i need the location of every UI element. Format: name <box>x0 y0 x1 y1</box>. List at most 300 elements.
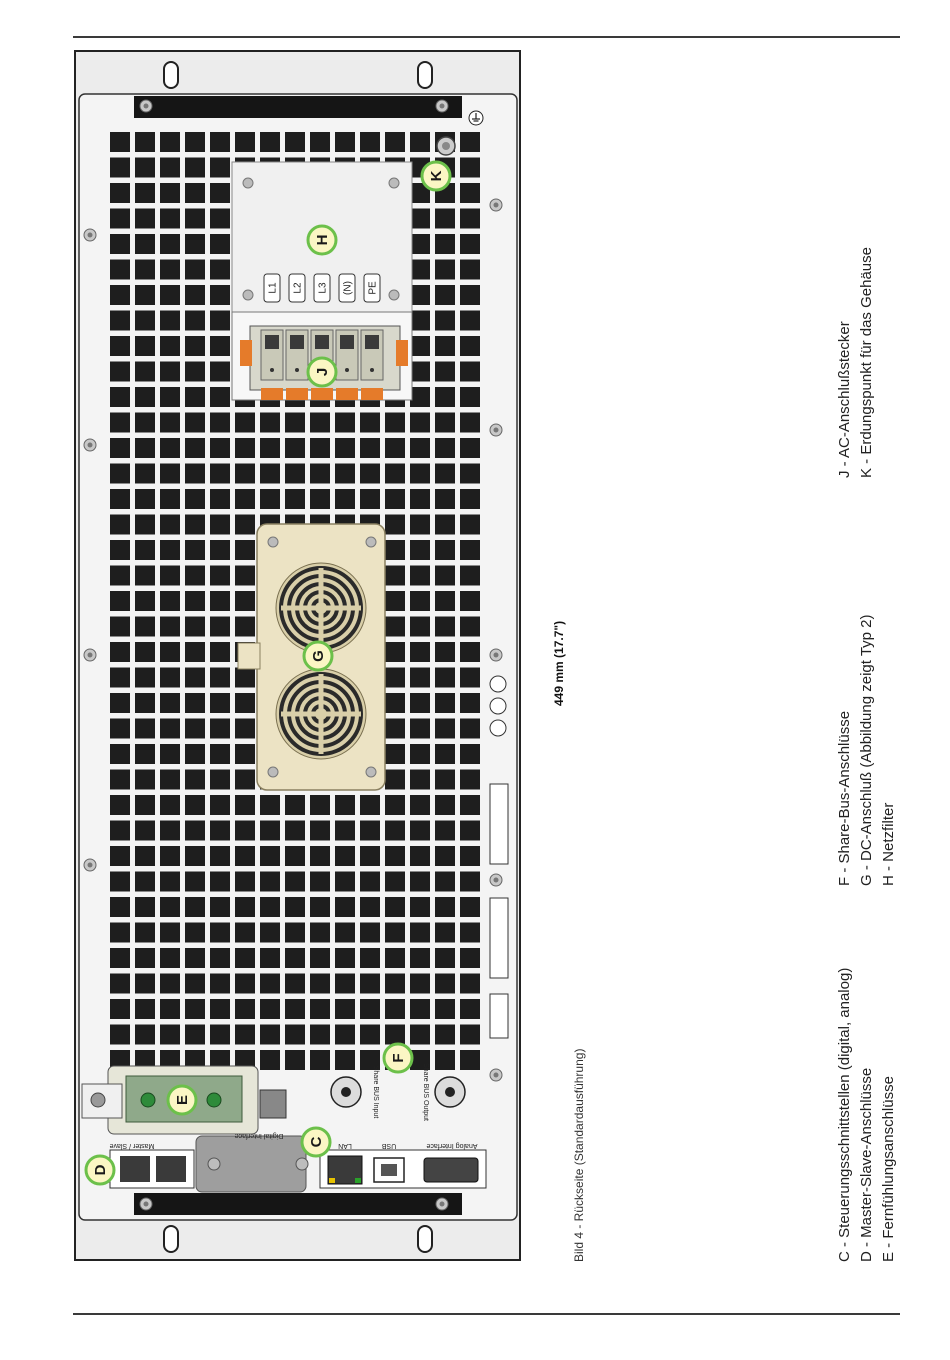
vent-hole <box>360 821 380 841</box>
slot-cover <box>490 784 508 864</box>
vent-hole <box>235 693 255 713</box>
vent-hole <box>160 999 180 1019</box>
ac-pin-dot <box>370 368 374 372</box>
ac-pin-screw <box>365 335 379 349</box>
vent-hole <box>410 285 430 305</box>
vent-hole <box>310 999 330 1019</box>
vent-hole <box>435 260 455 280</box>
vent-hole <box>410 617 430 637</box>
legend-item-k: K - Erdungspunkt für das Gehäuse <box>858 247 875 478</box>
vent-hole <box>210 923 230 943</box>
vent-hole <box>210 744 230 764</box>
vent-hole <box>335 846 355 866</box>
vent-hole <box>410 234 430 254</box>
vent-hole <box>235 668 255 688</box>
ac-pin-dot <box>295 368 299 372</box>
label-lan: LAN <box>338 1142 352 1149</box>
vent-hole <box>435 285 455 305</box>
screw-center <box>440 104 445 109</box>
vent-hole <box>110 515 130 535</box>
ac-pin-screw <box>265 335 279 349</box>
vent-hole <box>110 617 130 637</box>
vent-hole <box>460 897 480 917</box>
vent-hole <box>360 923 380 943</box>
dimension-label: 449 mm (17.7") <box>552 620 566 706</box>
legend-item-g: G - DC-Anschluß (Abbildung zeigt Typ 2) <box>858 614 875 886</box>
vent-hole <box>185 515 205 535</box>
vent-hole <box>410 642 430 662</box>
vent-hole <box>410 693 430 713</box>
vent-hole <box>160 872 180 892</box>
vent-hole <box>435 617 455 637</box>
vent-hole <box>185 897 205 917</box>
vent-hole <box>460 872 480 892</box>
vent-hole <box>335 464 355 484</box>
vent-hole <box>460 413 480 433</box>
dc-plate-screw <box>366 537 376 547</box>
vent-hole <box>335 923 355 943</box>
vent-hole <box>310 897 330 917</box>
label-usb: USB <box>381 1142 397 1149</box>
vent-hole <box>460 234 480 254</box>
vent-hole <box>185 795 205 815</box>
vent-hole <box>360 795 380 815</box>
vent-hole <box>135 209 155 229</box>
vent-hole <box>410 846 430 866</box>
vent-hole <box>435 795 455 815</box>
vent-hole <box>185 668 205 688</box>
vent-hole <box>110 744 130 764</box>
vent-hole <box>110 387 130 407</box>
ac-pin-lever <box>311 388 333 400</box>
vent-hole <box>135 821 155 841</box>
vent-hole <box>185 923 205 943</box>
vent-hole <box>435 1025 455 1045</box>
vent-hole <box>260 999 280 1019</box>
vent-hole <box>235 413 255 433</box>
vent-hole <box>435 948 455 968</box>
vent-hole <box>435 821 455 841</box>
terminal-label: PE <box>367 281 379 295</box>
vent-hole <box>360 846 380 866</box>
vent-hole <box>110 311 130 331</box>
legend-item-f: F - Share-Bus-Anschlüsse <box>836 710 853 886</box>
vent-hole <box>460 591 480 611</box>
sense-clamp <box>260 1090 286 1118</box>
vent-hole <box>110 923 130 943</box>
callout-letter-j: J <box>314 367 331 377</box>
callout-letter-c: C <box>308 1136 325 1148</box>
vent-hole <box>160 566 180 586</box>
legend-item-h: H - Netzfilter <box>880 802 897 886</box>
callout-letter-h: H <box>314 234 331 246</box>
vent-hole <box>135 540 155 560</box>
vent-hole <box>310 795 330 815</box>
vent-hole <box>185 336 205 356</box>
vent-hole <box>460 540 480 560</box>
vent-hole <box>210 260 230 280</box>
slot-screw <box>296 1158 308 1170</box>
vent-hole <box>435 209 455 229</box>
vent-hole <box>110 846 130 866</box>
vent-hole <box>410 591 430 611</box>
vent-hole <box>110 1025 130 1045</box>
vent-hole <box>260 464 280 484</box>
vent-hole <box>260 897 280 917</box>
vent-hole <box>260 948 280 968</box>
vent-hole <box>110 693 130 713</box>
vent-hole <box>185 311 205 331</box>
vent-hole <box>185 183 205 203</box>
vent-hole <box>410 464 430 484</box>
legend-column-1 <box>834 968 900 1262</box>
vent-hole <box>335 795 355 815</box>
vent-hole <box>310 821 330 841</box>
vent-hole <box>135 260 155 280</box>
vent-hole <box>360 1025 380 1045</box>
vent-hole <box>410 336 430 356</box>
handle-bar-bottom <box>134 1193 462 1215</box>
vent-hole <box>335 1025 355 1045</box>
vent-hole <box>135 846 155 866</box>
legend-item-j: J - AC-Anschlußstecker <box>836 321 853 478</box>
vent-hole <box>385 591 405 611</box>
vent-hole <box>385 974 405 994</box>
vent-hole <box>210 234 230 254</box>
vent-hole <box>260 132 280 152</box>
vent-hole <box>435 387 455 407</box>
vent-hole <box>210 540 230 560</box>
vent-hole <box>460 464 480 484</box>
vent-hole <box>235 795 255 815</box>
vent-hole <box>160 387 180 407</box>
vent-hole <box>110 591 130 611</box>
vent-hole <box>185 464 205 484</box>
vent-hole <box>460 362 480 382</box>
vent-hole <box>435 336 455 356</box>
vent-hole <box>410 795 430 815</box>
vent-hole <box>385 438 405 458</box>
callout-letter-e: E <box>174 1094 191 1106</box>
vent-hole <box>110 132 130 152</box>
vent-hole <box>385 413 405 433</box>
vent-hole <box>185 770 205 790</box>
vent-hole <box>160 209 180 229</box>
vent-hole <box>110 285 130 305</box>
label-share-bus-output: Share BUS Output <box>422 1063 429 1121</box>
bottom-rule <box>73 1313 900 1315</box>
vent-hole <box>235 1025 255 1045</box>
vent-hole <box>385 846 405 866</box>
screw-center <box>88 443 93 448</box>
vent-hole <box>285 821 305 841</box>
round-port <box>490 720 506 736</box>
vent-hole <box>185 413 205 433</box>
vent-hole <box>160 668 180 688</box>
vent-hole <box>185 285 205 305</box>
vent-hole <box>210 464 230 484</box>
terminal-label: L2 <box>292 282 304 294</box>
ac-lever-left <box>240 340 252 366</box>
vent-hole <box>160 336 180 356</box>
vent-hole <box>135 642 155 662</box>
vent-hole <box>310 438 330 458</box>
vent-hole <box>135 897 155 917</box>
vent-hole <box>460 336 480 356</box>
ac-pin-screw <box>315 335 329 349</box>
vent-hole <box>460 923 480 943</box>
vent-hole <box>360 897 380 917</box>
legend-item-c: C - Steuerungsschnittstellen (digital, analog) <box>836 967 853 1262</box>
vent-hole <box>385 540 405 560</box>
vent-hole <box>235 132 255 152</box>
screw-center <box>440 1202 445 1207</box>
vent-hole <box>110 795 130 815</box>
vent-hole <box>110 362 130 382</box>
dc-plate-tab <box>238 643 260 669</box>
vent-hole <box>285 999 305 1019</box>
vent-hole <box>435 642 455 662</box>
vent-hole <box>410 668 430 688</box>
rack-slot <box>164 1226 178 1252</box>
vent-hole <box>385 489 405 509</box>
callout-letter-k: K <box>428 170 445 182</box>
vent-hole <box>310 413 330 433</box>
vent-hole <box>460 132 480 152</box>
screw-center <box>494 1073 499 1078</box>
vent-hole <box>110 413 130 433</box>
ac-pin-screw <box>290 335 304 349</box>
vent-hole <box>410 1025 430 1045</box>
vent-hole <box>185 540 205 560</box>
vent-hole <box>410 209 430 229</box>
vent-hole <box>435 540 455 560</box>
vent-hole <box>110 948 130 968</box>
legend-item-d: D - Master-Slave-Anschlüsse <box>858 1067 875 1262</box>
slot-cover <box>490 994 508 1038</box>
usb-port-core <box>381 1164 397 1176</box>
rack-slot <box>164 62 178 88</box>
vent-hole <box>110 974 130 994</box>
vent-hole <box>185 872 205 892</box>
vent-hole <box>285 464 305 484</box>
vent-hole <box>435 897 455 917</box>
vent-hole <box>135 668 155 688</box>
vent-hole <box>285 489 305 509</box>
vent-hole <box>410 260 430 280</box>
vent-hole <box>135 923 155 943</box>
vent-hole <box>160 413 180 433</box>
vent-hole <box>460 158 480 178</box>
vent-hole <box>385 948 405 968</box>
vent-hole <box>210 795 230 815</box>
round-port <box>490 676 506 692</box>
vent-hole <box>235 923 255 943</box>
vent-hole <box>110 897 130 917</box>
vent-hole <box>160 311 180 331</box>
vent-hole <box>110 336 130 356</box>
vent-hole <box>385 923 405 943</box>
vent-hole <box>110 668 130 688</box>
vent-hole <box>410 362 430 382</box>
vent-hole <box>260 923 280 943</box>
vent-hole <box>310 1025 330 1045</box>
vent-hole <box>260 846 280 866</box>
vent-hole <box>435 923 455 943</box>
vent-hole <box>135 719 155 739</box>
vent-hole <box>410 566 430 586</box>
vent-hole <box>435 515 455 535</box>
vent-hole <box>360 948 380 968</box>
vent-hole <box>185 132 205 152</box>
vent-hole <box>185 260 205 280</box>
dc-plate-screw <box>366 767 376 777</box>
vent-hole <box>110 642 130 662</box>
vent-hole <box>260 872 280 892</box>
vent-hole <box>435 719 455 739</box>
sense-terminal <box>207 1093 221 1107</box>
vent-hole <box>235 464 255 484</box>
vent-hole <box>210 974 230 994</box>
vent-hole <box>110 438 130 458</box>
vent-hole <box>435 744 455 764</box>
rj45-port <box>156 1156 186 1182</box>
vent-hole <box>160 719 180 739</box>
vent-hole <box>160 234 180 254</box>
vent-hole <box>110 540 130 560</box>
vent-hole <box>410 770 430 790</box>
vent-hole <box>310 872 330 892</box>
vent-hole <box>160 132 180 152</box>
screw-center <box>88 863 93 868</box>
ac-pin-lever <box>261 388 283 400</box>
vent-hole <box>335 438 355 458</box>
vent-hole <box>185 617 205 637</box>
filter-screw <box>243 178 253 188</box>
ac-pin-screw <box>340 335 354 349</box>
vent-hole <box>435 362 455 382</box>
vent-hole <box>135 362 155 382</box>
vent-hole <box>410 489 430 509</box>
vent-hole <box>110 770 130 790</box>
vent-hole <box>285 438 305 458</box>
vent-hole <box>160 464 180 484</box>
vent-hole <box>160 158 180 178</box>
vent-hole <box>285 897 305 917</box>
vent-hole <box>410 974 430 994</box>
vent-hole <box>410 744 430 764</box>
label-digital-interface: Digital Interface <box>234 1132 284 1139</box>
vent-hole <box>210 642 230 662</box>
screw-center <box>88 233 93 238</box>
vent-hole <box>335 489 355 509</box>
vent-hole <box>210 617 230 637</box>
analog-port <box>424 1158 478 1182</box>
vent-hole <box>185 387 205 407</box>
vent-hole <box>460 999 480 1019</box>
vent-hole <box>260 1050 280 1070</box>
vent-hole <box>460 821 480 841</box>
vent-hole <box>235 438 255 458</box>
vent-hole <box>185 1025 205 1045</box>
vent-hole <box>210 872 230 892</box>
filter-screw <box>243 290 253 300</box>
vent-hole <box>110 464 130 484</box>
share-bus-output-core <box>445 1087 455 1097</box>
vent-hole <box>210 846 230 866</box>
screw-center <box>88 653 93 658</box>
vent-hole <box>360 438 380 458</box>
vent-hole <box>410 872 430 892</box>
vent-hole <box>185 846 205 866</box>
vent-hole <box>160 183 180 203</box>
vent-hole <box>160 1025 180 1045</box>
top-rule <box>73 36 900 38</box>
vent-hole <box>435 770 455 790</box>
vent-hole <box>160 897 180 917</box>
vent-hole <box>360 999 380 1019</box>
vent-hole <box>360 132 380 152</box>
vent-hole <box>235 719 255 739</box>
vent-hole <box>460 489 480 509</box>
rj45-port <box>120 1156 150 1182</box>
ac-pin-lever <box>286 388 308 400</box>
vent-hole <box>110 719 130 739</box>
terminal-label: L3 <box>317 282 329 294</box>
vent-hole <box>285 974 305 994</box>
vent-hole <box>210 183 230 203</box>
vent-hole <box>385 872 405 892</box>
vent-hole <box>210 132 230 152</box>
vent-hole <box>460 642 480 662</box>
vent-hole <box>160 617 180 637</box>
callout-letter-g: G <box>310 650 327 662</box>
vent-hole <box>435 693 455 713</box>
vent-hole <box>210 591 230 611</box>
vent-hole <box>210 209 230 229</box>
vent-hole <box>385 693 405 713</box>
screw-center <box>494 653 499 658</box>
vent-hole <box>160 693 180 713</box>
vent-hole <box>285 846 305 866</box>
vent-hole <box>460 566 480 586</box>
vent-hole <box>210 285 230 305</box>
vent-hole <box>110 260 130 280</box>
vent-hole <box>235 821 255 841</box>
vent-hole <box>335 413 355 433</box>
label-master-slave: Master / Slave <box>109 1142 155 1149</box>
vent-hole <box>160 540 180 560</box>
vent-hole <box>235 897 255 917</box>
vent-hole <box>185 974 205 994</box>
vent-hole <box>435 872 455 892</box>
terminal-label: L1 <box>267 282 279 294</box>
vent-hole <box>135 387 155 407</box>
sense-terminal <box>141 1093 155 1107</box>
vent-hole <box>360 872 380 892</box>
vent-hole <box>235 948 255 968</box>
vent-hole <box>135 591 155 611</box>
vent-hole <box>110 209 130 229</box>
vent-hole <box>410 413 430 433</box>
vent-hole <box>235 974 255 994</box>
vent-hole <box>185 744 205 764</box>
vent-hole <box>135 132 155 152</box>
rack-slot <box>418 62 432 88</box>
vent-hole <box>435 846 455 866</box>
vent-hole <box>135 744 155 764</box>
filter-screw <box>389 290 399 300</box>
